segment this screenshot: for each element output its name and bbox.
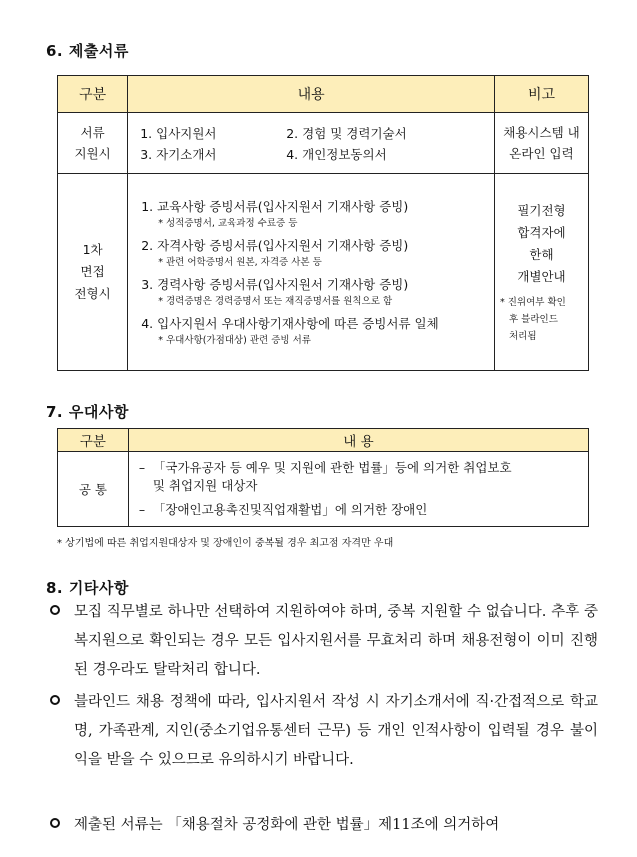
header-category: 구분 [58,76,128,113]
preference-footnote: * 상기법에 따른 취업지원대상자 및 장애인이 중복될 경우 최고점 자격만 우대 [57,538,394,549]
notice-item: 블라인드 채용 정책에 따라, 입사지원서 작성 시 자기소개서에 직·간접적으로 학교명, 가족관계, 지인(중소기업유통센터 근무) 등 개인 인적사항이 입력될 경우 불이익을 받을 수 있으므로 유의하시기 바랍니다. [50,688,598,775]
notice-item: 제출된 서류는 「채용절차 공정화에 관한 법률」제11조에 의거하여 [50,811,598,840]
header-category: 구분 [58,429,129,452]
row1-category: 서류 지원시 [58,113,128,174]
doc-item: 1. 입사지원서 [140,125,217,141]
preference-category: 공 통 [58,452,129,527]
submission-documents-table [57,75,589,371]
doc-item: 3. 자기소개서 [140,146,217,162]
circle-bullet-icon [50,695,60,705]
evidence-item: 1. 교육사항 증빙서류(입사지원서 기재사항 증빙) * 성적증명서, 교육과정 수료증 등 [141,198,409,229]
evidence-item: 2. 자격사항 증빙서류(입사지원서 기재사항 증빙) * 관련 어학증명서 원본, 자격증 사본 등 [141,237,409,268]
row2-category: 1차 면접 전형시 [58,174,128,371]
header-remarks: 비고 [494,76,588,113]
doc-item: 4. 개인정보동의서 [286,146,387,162]
evidence-item: 4. 입사지원서 우대사항기재사항에 따른 증빙서류 일체 * 우대사항(가점대상) 관련 증빙 서류 [141,315,439,346]
section-6-title: 6. 제출서류 [46,42,129,60]
section-7-title: 7. 우대사항 [46,403,129,421]
notice-item: 모집 직무별로 하나만 선택하여 지원하여야 하며, 중복 지원할 수 없습니다. 추후 중복지원으로 확인되는 경우 모든 입사지원서를 무효처리 하며 채용전형이 이미 진행된 경우라도 탈락처리 합니다. [50,598,598,685]
section-8-title: 8. 기타사항 [46,579,129,597]
header-content: 내 용 [128,429,588,452]
preference-content: – 「국가유공자 등 예우 및 지원에 관한 법률」등에 의거한 취업보호 및 취업지원 대상자 – 「장애인고용촉진및직업재활법」에 의거한 장애인 [128,452,588,527]
row2-remarks: 필기전형 합격자에 한해 개별안내 * 진위여부 확인 후 블라인드 처리됨 [494,174,588,371]
remarks-footnote: * 진위여부 확인 후 블라인드 처리됨 [499,296,566,342]
row2-documents [128,174,495,371]
header-content: 내용 [128,76,495,113]
doc-item: 2. 경험 및 경력기술서 [286,125,407,141]
evidence-item: 3. 경력사항 증빙서류(입사지원서 기재사항 증빙) * 경력증명은 경력증명서 또는 재직증명서를 원칙으로 함 [141,276,409,307]
circle-bullet-icon [50,818,60,828]
preference-table [57,428,589,527]
circle-bullet-icon [50,605,60,615]
row1-remarks: 채용시스템 내 온라인 입력 [494,113,588,174]
row1-documents [128,113,495,174]
